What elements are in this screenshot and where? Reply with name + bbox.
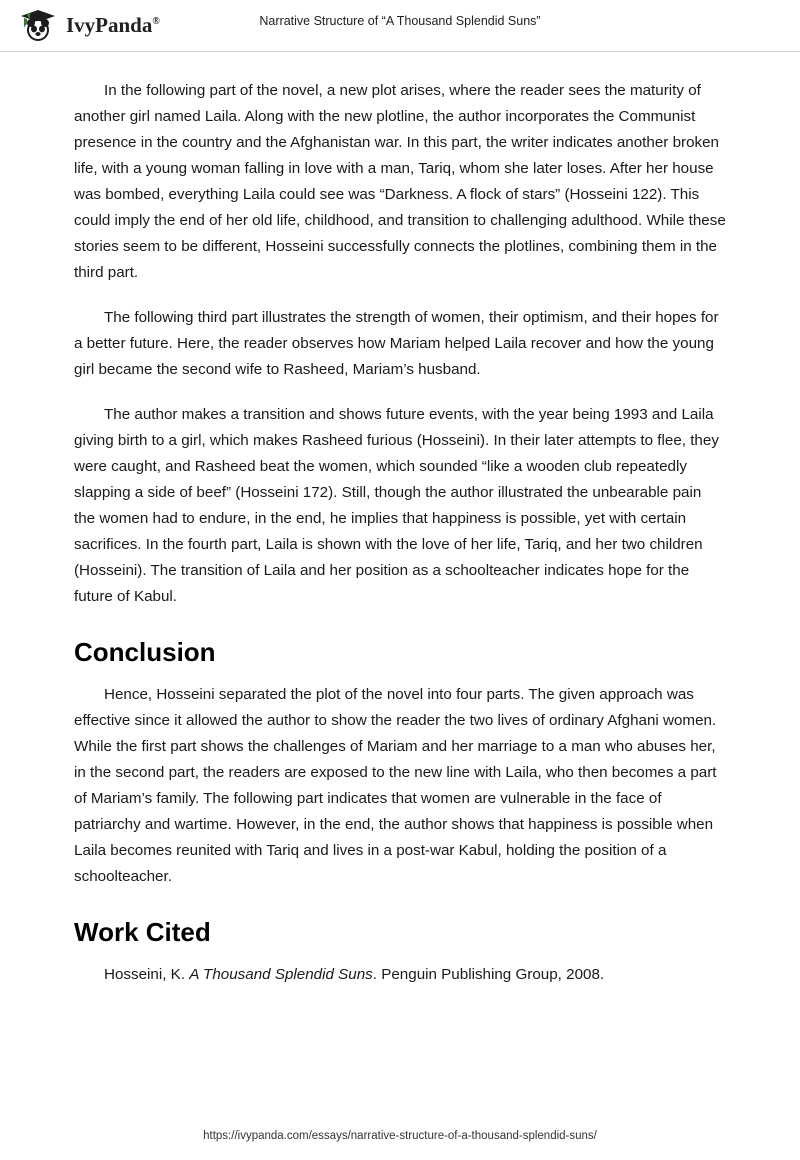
page-header	[0, 0, 800, 52]
paragraph: Hence, Hosseini separated the plot of the novel into four parts. The given approach was effective since it allowed the author to show the reader the two lives of ordinary Afghani women. While the first part shows the challenges of Mariam and her marriage to a man who abuses her, in the second part, the readers are exposed to the new line with Laila, who then becomes a part of Mariam’s family. The following part indicates that women are vulnerable in the face of patriarchy and wartime. However, in the end, the author shows that happiness is possible when Laila becomes reunited with Tariq and lives in a post-war Kabul, holding the position of a schoolteacher.	[74, 686, 717, 885]
brand-name-text: IvyPanda	[66, 13, 153, 37]
brand-name	[66, 13, 160, 38]
citation-title: A Thousand Splendid Suns	[189, 966, 373, 983]
citation-author: Hosseini, K.	[104, 966, 190, 983]
source-url-link[interactable]: https://ivypanda.com/essays/narrative-structure-of-a-thousand-splendid-suns/	[203, 1130, 597, 1142]
document-content	[0, 52, 800, 988]
registered-mark: ®	[152, 16, 160, 27]
brand[interactable]	[18, 9, 160, 43]
citation-entry	[74, 962, 726, 988]
conclusion-heading: Conclusion	[74, 637, 216, 667]
page-footer	[0, 1130, 800, 1142]
paragraph: The following third part illustrates the strength of women, their optimism, and their hopes for a better future. Here, the reader observes how Mariam helped Laila recover and how the young girl became the second wife to Rasheed, Mariam’s husband.	[74, 309, 719, 378]
paragraph: The author makes a transition and shows future events, with the year being 1993 and Laila giving birth to a girl, which makes Rasheed furious (Hosseini). In their later attempts to flee, they were caught, and Rasheed beat the women, which sounded “like a wooden club repeatedly slapping a side of beef” (Hosseini 172). Still, though the author illustrated the unbearable pain the women had to endure, in the end, he implies that happiness is possible, yet with certain sacrifices. In the fourth part, Laila is shown with the love of her life, Tariq, and her two children (Hosseini). The transition of Laila and her position as a schoolteacher indicates hope for the future of Kabul.	[74, 406, 719, 605]
document-title: Narrative Structure of “A Thousand Splendid Suns”	[259, 14, 541, 28]
works-cited-heading: Work Cited	[74, 917, 211, 947]
citation-publisher: . Penguin Publishing Group, 2008.	[372, 966, 605, 983]
graduation-cap-panda-logo-icon	[18, 9, 58, 43]
paragraph: In the following part of the novel, a new plot arises, where the reader sees the maturity of another girl named Laila. Along with the new plotline, the author incorporates the Communist presence in the country and the Afghanistan war. In this part, the writer indicates another broken life, with a young woman falling in love with a man, Tariq, whom she later loses. After her house was bombed, everything Laila could see was “Darkness. A flock of stars” (Hosseini 122). This could imply the end of her old life, childhood, and transition to challenging adulthood. While these stories seem to be different, Hosseini successfully connects the plotlines, combining them in the third part.	[74, 82, 726, 281]
